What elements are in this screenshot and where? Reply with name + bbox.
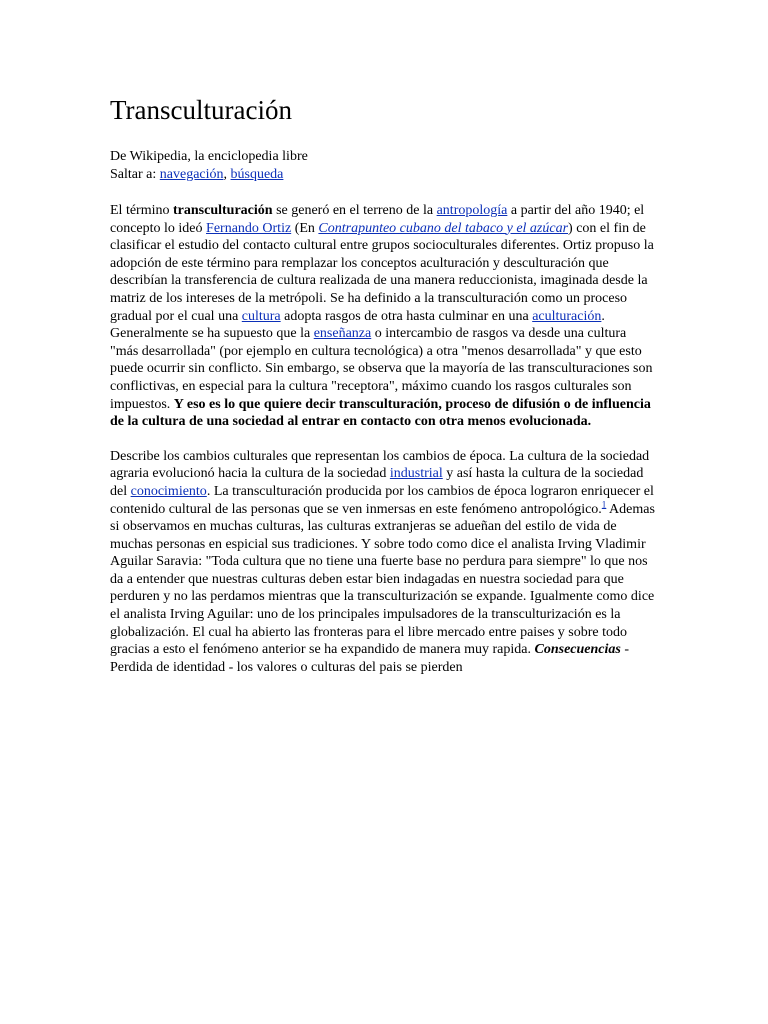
text-run: se generó en el terreno de la xyxy=(272,203,437,218)
text-run: (En xyxy=(291,220,319,236)
text-run: . La transculturación producida por los cambios de época lograron enriquecer el contenido cultural de las personas que se ven inmersas en este fenómeno antropológico. xyxy=(110,483,654,517)
text-run: y así hasta la cultura de la sociedad del xyxy=(110,466,644,499)
article xyxy=(110,92,658,676)
footnote-ref[interactable]: 1 xyxy=(601,498,607,509)
link-ensenanza[interactable]: enseñanza xyxy=(313,326,372,342)
link-antropologia[interactable]: antropología xyxy=(436,203,508,218)
jump-prefix: Saltar a: xyxy=(110,166,160,182)
text-run: adopta rasgos de otra hasta culminar en una xyxy=(280,308,533,324)
paragraph-changes xyxy=(110,448,658,677)
text-run: a partir del año 1940; el concepto lo ideó xyxy=(110,203,645,236)
text-run: o intercambio de rasgos va desde una cultura "más desarrollada" (por ejemplo en cultura tecnológica) a otra "menos desarrollada" y que esto puede ocurrir sin conflicto. Sin embargo, se observa que la mayoría de las transculturaciones son conflictivas, en especial para la cultura "receptora", máximo cuando los rasgos culturales son impuestos. xyxy=(110,326,653,412)
link-fernando-ortiz[interactable]: Fernando Ortiz xyxy=(206,220,292,236)
search-link[interactable]: búsqueda xyxy=(230,166,284,182)
text-run: . Generalmente se ha supuesto que la xyxy=(110,308,605,342)
article-meta xyxy=(110,148,658,183)
paragraph-intro xyxy=(110,202,658,431)
text-run: Ademas si observamos en muchas culturas, las culturas extranjeras se adueñan del estilo de vida de muchas personas en espicial sus tradiciones. Y sobre todo como dice el analista Irving Vladimir Aguilar Saravia: "Toda cultura que no tiene una fuerte base no perdura para siempre" lo que nos da a entender que nuestras culturas deben estar bien indagadas en nuestra sociedad para que perduren y no las perdamos mientras que la transculturización se expande. Igualmente como dice el analista Irving Aguilar: uno de los principales impulsadores de la transculturización es la globalización. El cual ha abierto las fronteras para el libre mercado entre paises y sobre todo gracias a esto el fenómeno anterior se ha expandido de manera muy rapida. xyxy=(110,501,655,658)
jump-separator: , xyxy=(223,166,231,182)
link-cultura[interactable]: cultura xyxy=(241,308,281,324)
link-aculturacion[interactable]: aculturación xyxy=(532,308,602,324)
consecuencias-heading: Consecuencias xyxy=(534,642,621,658)
text-run: ) con el fin de clasificar el estudio del contacto cultural entre grupos socioculturales diferentes. Ortiz propuso la adopción de este término para remplazar los conceptos aculturación y desculturación que describían la transferencia de cultura realizada de una manera reduccionista, imaginada desde la matriz de los intereses de la metrópoli. Se ha definido a la transculturación como un proceso gradual por el cual una xyxy=(110,220,654,324)
link-contrapunteo[interactable]: Contrapunteo cubano del tabaco y el azúcar xyxy=(318,220,569,236)
link-conocimiento[interactable]: conocimiento xyxy=(130,483,207,499)
text-run: - Perdida de identidad - los valores o culturas del pais se pierden xyxy=(110,642,630,675)
definition-bold: Y eso es lo que quiere decir transculturación, proceso de difusión o de influencia de la cultura de una sociedad al entrar en contacto con otra menos evolucionada. xyxy=(110,396,651,430)
page-title: Transculturación xyxy=(110,95,292,125)
text-run: Describe los cambios culturales que representan los cambios de época. La cultura de la sociedad agraria evolucionó hacia la cultura de la sociedad xyxy=(110,448,650,482)
text-run: El término xyxy=(110,203,173,218)
term-bold: transculturación xyxy=(173,203,273,218)
navigation-link[interactable]: navegación xyxy=(159,166,224,182)
link-industrial[interactable]: industrial xyxy=(389,466,443,482)
tagline: De Wikipedia, la enciclopedia libre xyxy=(110,149,308,164)
jump-links xyxy=(110,166,658,184)
